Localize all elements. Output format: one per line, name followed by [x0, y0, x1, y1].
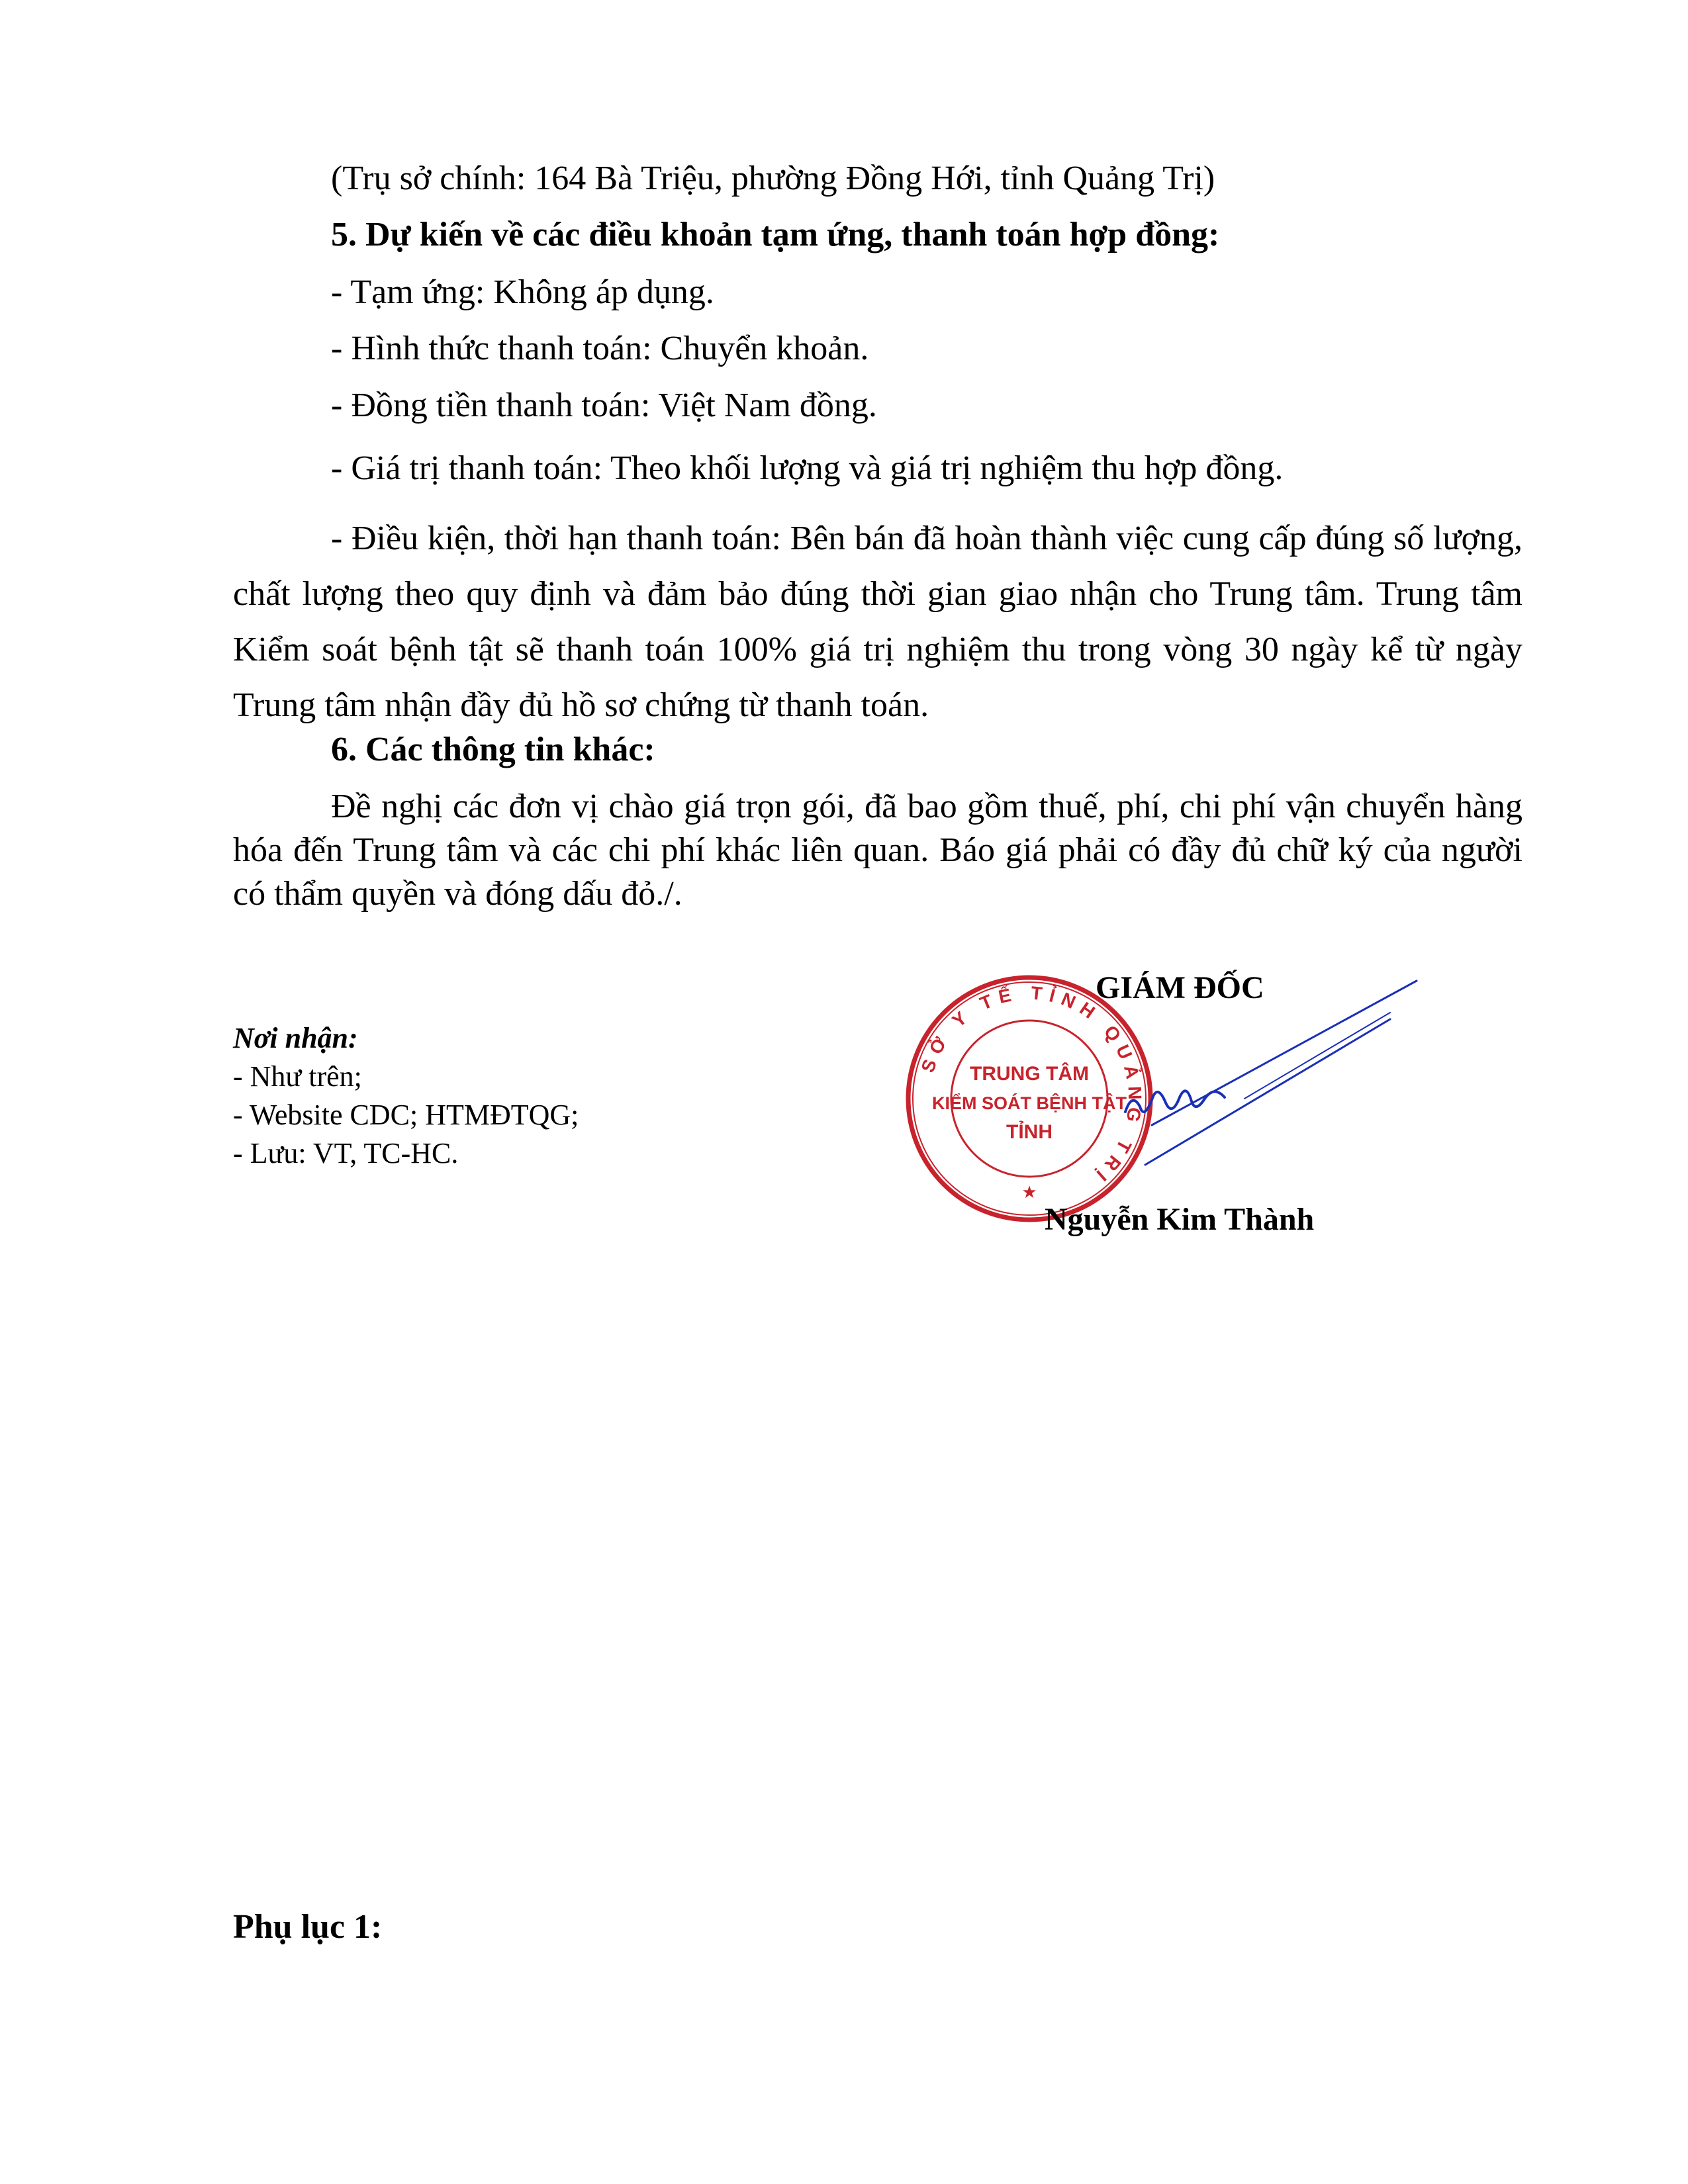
seal-inner-line3: TỈNH [1006, 1121, 1053, 1143]
signer-position: GIÁM ĐỐC [1096, 970, 1264, 1005]
recipient-item: - Như trên; [233, 1060, 362, 1093]
signer-name: Nguyễn Kim Thành [1045, 1202, 1315, 1237]
recipient-item: - Website CDC; HTMĐTQG; [233, 1099, 579, 1131]
payment-conditions-text: - Điều kiện, thời hạn thanh toán: Bên bán đã hoàn thành việc cung cấp đúng số lượng, chất lượng theo quy định và đảm bảo đúng thời gian giao nhận cho Trung tâm. Trung tâm Kiểm soát bệnh tật sẽ thanh toán 100% giá trị nghiệm thu trong vòng 30 ngày kể từ ngày Trung tâm nhận đầy đủ hồ sơ chứng từ thanh toán. [233, 520, 1523, 724]
svg-text:★: ★ [1021, 1183, 1037, 1202]
handwritten-signature-icon [1112, 973, 1430, 1171]
section5-heading: 5. Dự kiến về các điều khoản tạm ứng, thanh toán hợp đồng: [331, 216, 1220, 253]
other-info-paragraph [233, 785, 1523, 916]
address-line: (Trụ sở chính: 164 Bà Triệu, phường Đồng Hới, tỉnh Quảng Trị) [331, 159, 1215, 197]
appendix-heading: Phụ lục 1: [233, 1908, 383, 1946]
recipients-title: Nơi nhận: [233, 1022, 358, 1054]
other-info-text: Đề nghị các đơn vị chào giá trọn gói, đã bao gồm thuế, phí, chi phí vận chuyển hàng hóa đến Trung tâm và các chi phí khác liên quan. Báo giá phải có đầy đủ chữ ký của người có thẩm quyền và đóng dấu đỏ./. [233, 788, 1523, 913]
svg-text:SỞ Y TẾ TỈNH QUẢNG TRỊ: SỞ Y TẾ TỈNH QUẢNG TRỊ [917, 982, 1146, 1190]
seal-inner-line2: KIỂM SOÁT BỆNH TẬT [932, 1093, 1127, 1113]
payment-method-item: - Hình thức thanh toán: Chuyển khoản. [331, 330, 869, 367]
seal-inner-line1: TRUNG TÂM [970, 1063, 1089, 1085]
currency-item: - Đồng tiền thanh toán: Việt Nam đồng. [331, 387, 877, 424]
payment-conditions-paragraph [233, 511, 1523, 733]
recipients-block [233, 1019, 579, 1173]
payment-value-item: - Giá trị thanh toán: Theo khối lượng và giá trị nghiệm thu hợp đồng. [331, 449, 1284, 487]
section6-heading: 6. Các thông tin khác: [331, 731, 655, 768]
advance-item: - Tạm ứng: Không áp dụng. [331, 273, 714, 311]
recipient-item: - Lưu: VT, TC-HC. [233, 1137, 459, 1169]
